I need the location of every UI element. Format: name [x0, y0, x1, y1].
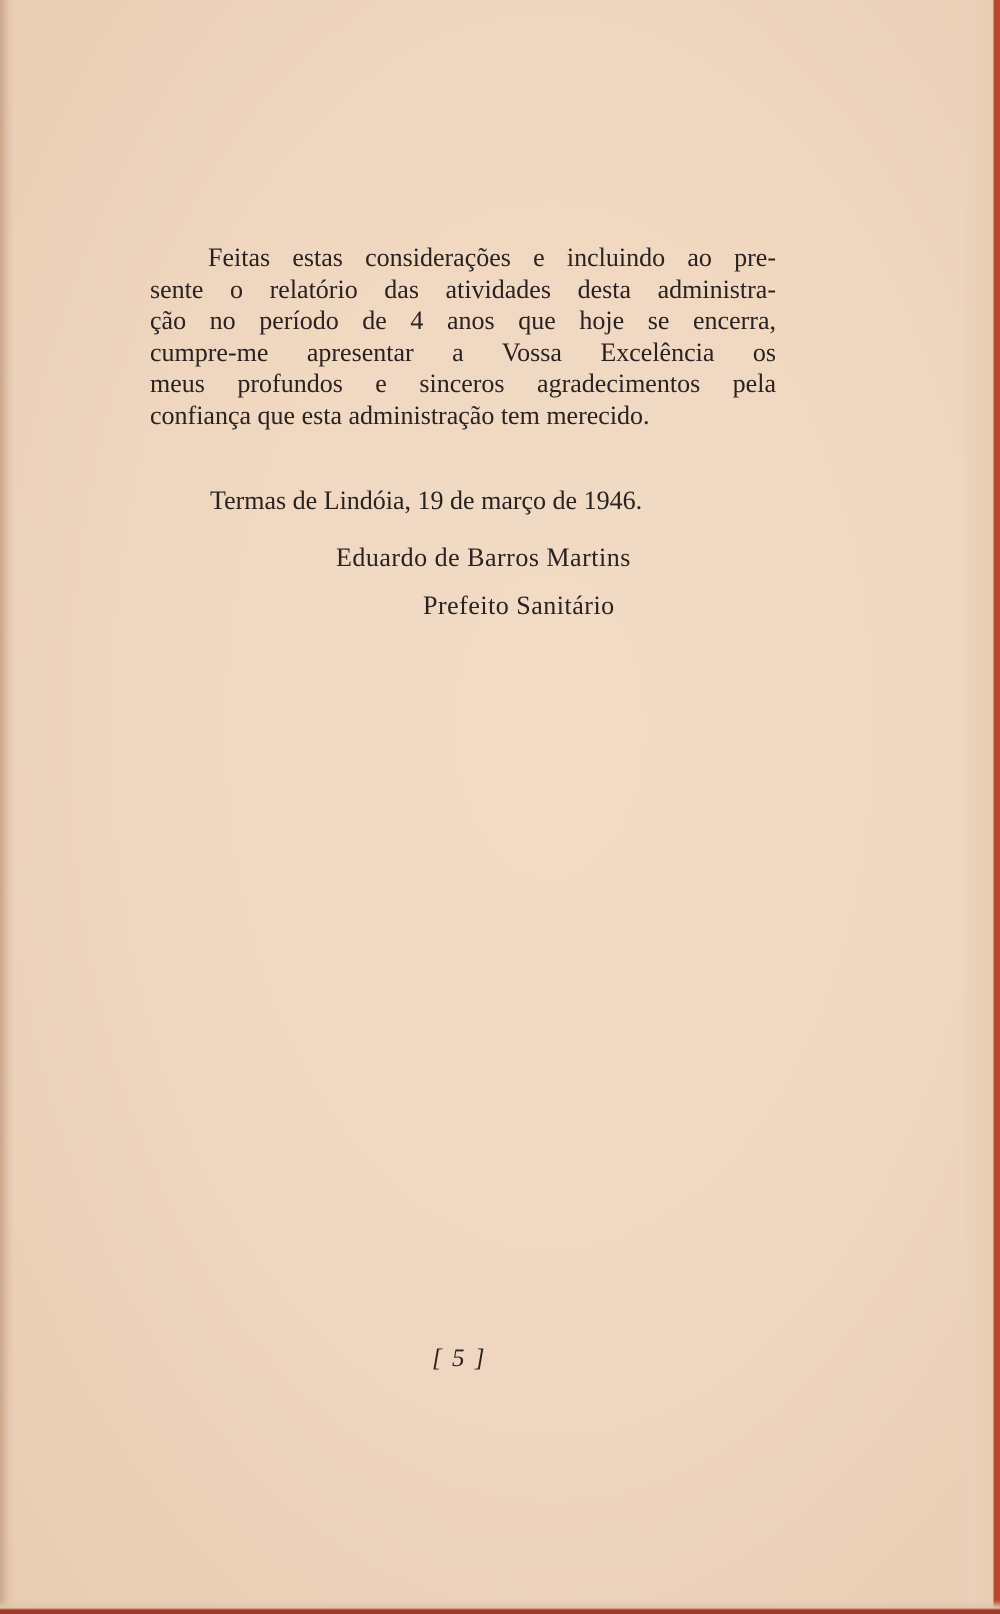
page-right-edge [962, 0, 1000, 1614]
page-left-edge [0, 0, 14, 1614]
paragraph-line: sente o relatório das atividades desta administra- [150, 274, 776, 304]
place-date: Termas de Lindóia, 19 de março de 1946. [210, 486, 643, 515]
page-bottom-edge [0, 1600, 1000, 1614]
paragraph-line: meus profundos e sinceros agradecimentos pela [150, 369, 776, 398]
paragraph-line: confiança que esta administração tem merecido. [150, 400, 650, 430]
paragraph-line: Feitas estas considerações e incluindo ao pre- [208, 243, 776, 272]
closing-paragraph [150, 242, 776, 431]
paragraph-line: ção no período de 4 anos que hoje se encerra, [150, 306, 776, 335]
paragraph-line: cumpre-me apresentar a Vossa Excelência os [150, 337, 776, 367]
page-number: [ 5 ] [432, 1345, 487, 1372]
signature-name: Eduardo de Barros Martins [336, 543, 631, 572]
signature-title: Prefeito Sanitário [423, 591, 615, 620]
